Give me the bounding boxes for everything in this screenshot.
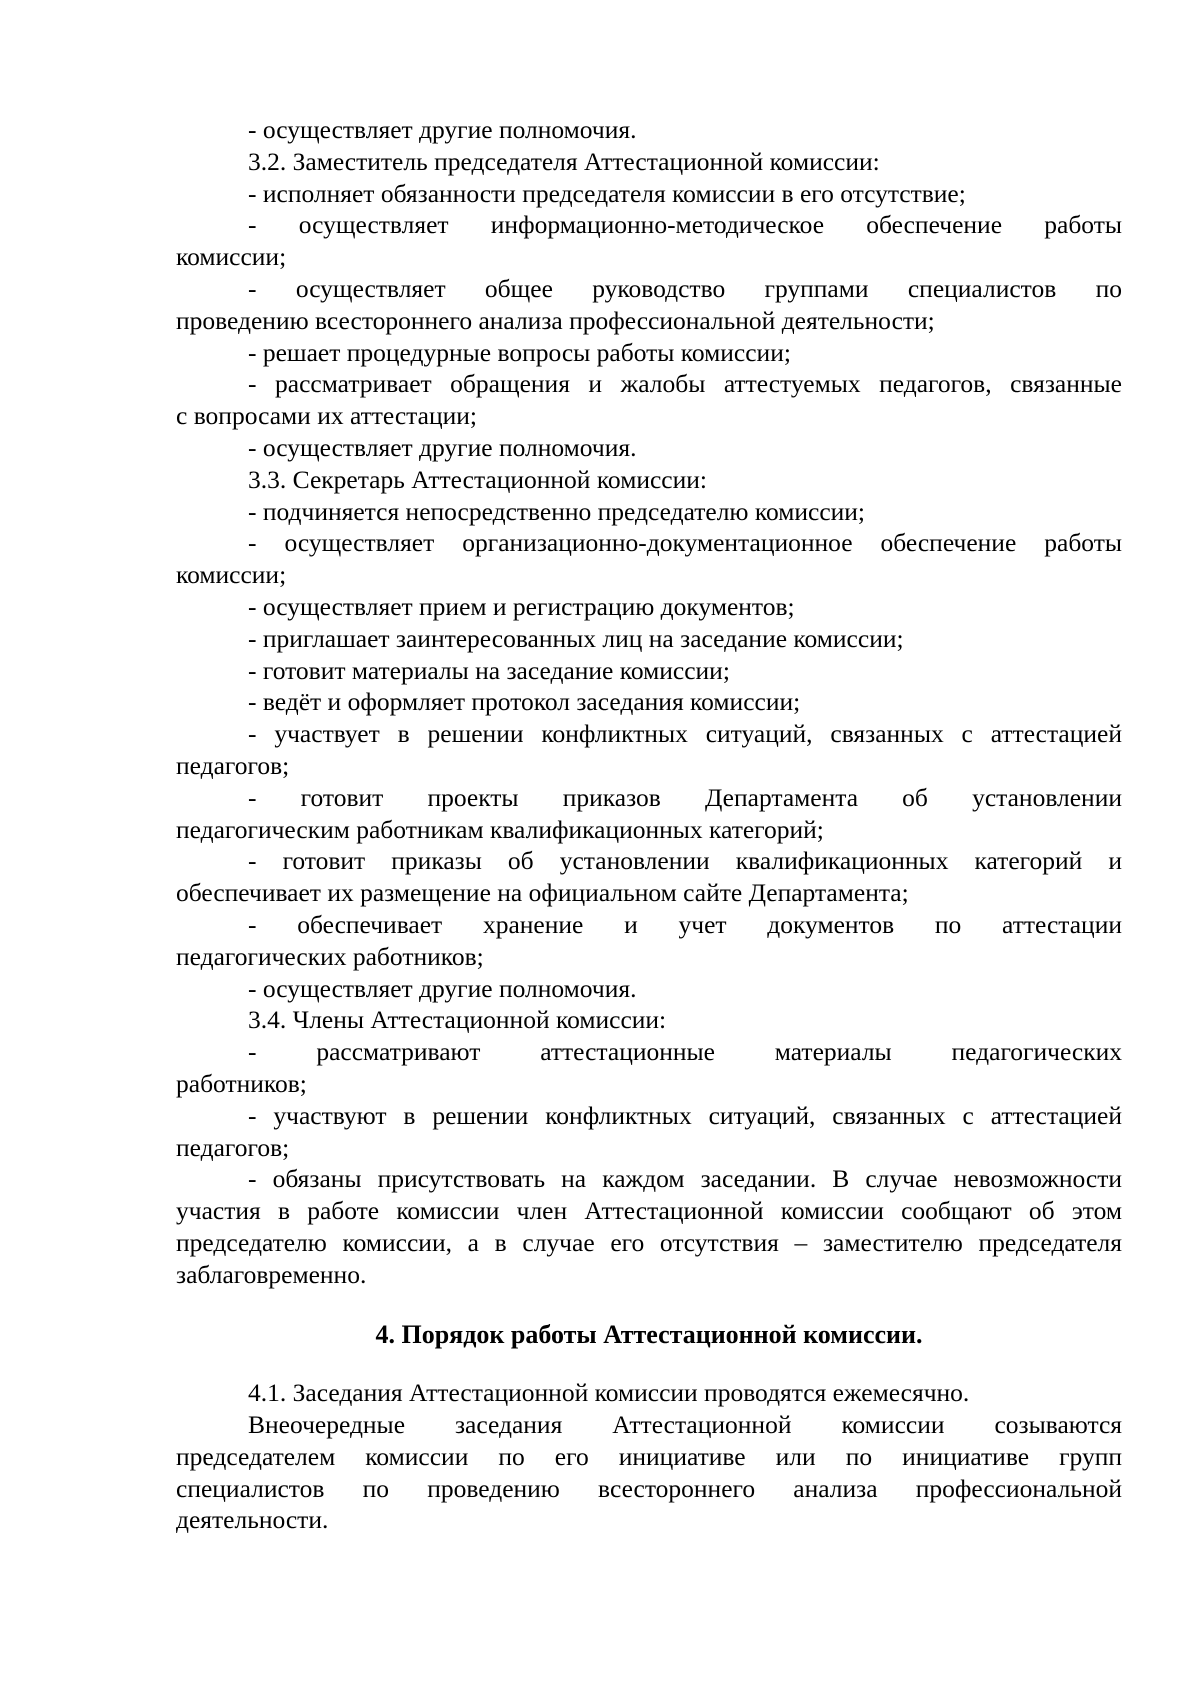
text-line: специалистов по проведению всестороннего анализа профессиональной [176, 1473, 1122, 1503]
text-line: комиссии; [176, 560, 287, 590]
text-line: - осуществляет другие полномочия. [248, 973, 637, 1003]
text-line: - обязаны присутствовать на каждом заседании. В случае невозможности [248, 1164, 1122, 1194]
text-line: участия в работе комиссии член Аттестационной комиссии сообщают об этом [176, 1196, 1122, 1226]
document-page [176, 114, 1122, 1536]
text-line: работников; [176, 1068, 307, 1098]
text-line: - решает процедурные вопросы работы комиссии; [248, 337, 791, 367]
section-heading: 4. Порядок работы Аттестационной комиссии. [375, 1320, 923, 1350]
text-line: - осуществляет другие полномочия. [248, 115, 637, 144]
text-line: деятельности. [176, 1505, 329, 1535]
text-line: - готовит материалы на заседание комиссии; [248, 655, 730, 685]
text-line: педагогов; [176, 750, 290, 780]
text-line: педагогов; [176, 1132, 290, 1162]
text-line: - готовит проекты приказов Департамента об установлении [248, 782, 1122, 812]
text-line: заблаговременно. [176, 1259, 367, 1289]
section-text [176, 1377, 1122, 1536]
text-line: - осуществляет общее руководство группами специалистов по [248, 273, 1122, 303]
text-line: с вопросами их аттестации; [176, 401, 477, 431]
text-line: - осуществляет прием и регистрацию документов; [248, 591, 795, 621]
text-line: комиссии; [176, 242, 287, 272]
text-line: председателем комиссии по его инициативе или по инициативе групп [176, 1441, 1122, 1471]
text-line: председателю комиссии, а в случае его отсутствия – заместителю председателя [176, 1227, 1122, 1257]
text-line: обеспечивает их размещение на официальном сайте Департамента; [176, 878, 909, 908]
text-line: - ведёт и оформляет протокол заседания комиссии; [248, 687, 801, 717]
text-line: - осуществляет другие полномочия. [248, 432, 637, 462]
text-line: 3.2. Заместитель председателя Аттестационной комиссии: [248, 146, 880, 176]
text-line: педагогических работников; [176, 941, 484, 971]
text-line: 3.4. Члены Аттестационной комиссии: [248, 1005, 667, 1035]
text-line: - осуществляет информационно-методическое обеспечение работы [248, 210, 1122, 240]
text-line: - обеспечивает хранение и учет документов по аттестации [248, 909, 1122, 939]
text-line: - участвуют в решении конфликтных ситуаций, связанных с аттестацией [248, 1100, 1122, 1130]
text-line: - рассматривают аттестационные материалы педагогических [248, 1037, 1122, 1067]
text-line: Внеочередные заседания Аттестационной комиссии созываются [248, 1410, 1122, 1440]
body-text [176, 114, 1122, 1290]
text-line: - подчиняется непосредственно председателю комиссии; [248, 496, 866, 526]
text-line: педагогическим работникам квалификационных категорий; [176, 814, 824, 844]
text-line: - готовит приказы об установлении квалификационных категорий и [248, 846, 1122, 876]
text-line: проведению всестороннего анализа профессиональной деятельности; [176, 305, 935, 335]
text-line: 4.1. Заседания Аттестационной комиссии проводятся ежемесячно. [248, 1378, 970, 1408]
text-line: - рассматривает обращения и жалобы аттестуемых педагогов, связанные [248, 369, 1122, 399]
text-line: 3.3. Секретарь Аттестационной комиссии: [248, 464, 707, 494]
text-line: - участвует в решении конфликтных ситуаций, связанных с аттестацией [248, 719, 1122, 749]
text-line: - приглашает заинтересованных лиц на заседание комиссии; [248, 623, 904, 653]
text-line: - осуществляет организационно-документационное обеспечение работы [248, 528, 1122, 558]
text-line: - исполняет обязанности председателя комиссии в его отсутствие; [248, 178, 966, 208]
